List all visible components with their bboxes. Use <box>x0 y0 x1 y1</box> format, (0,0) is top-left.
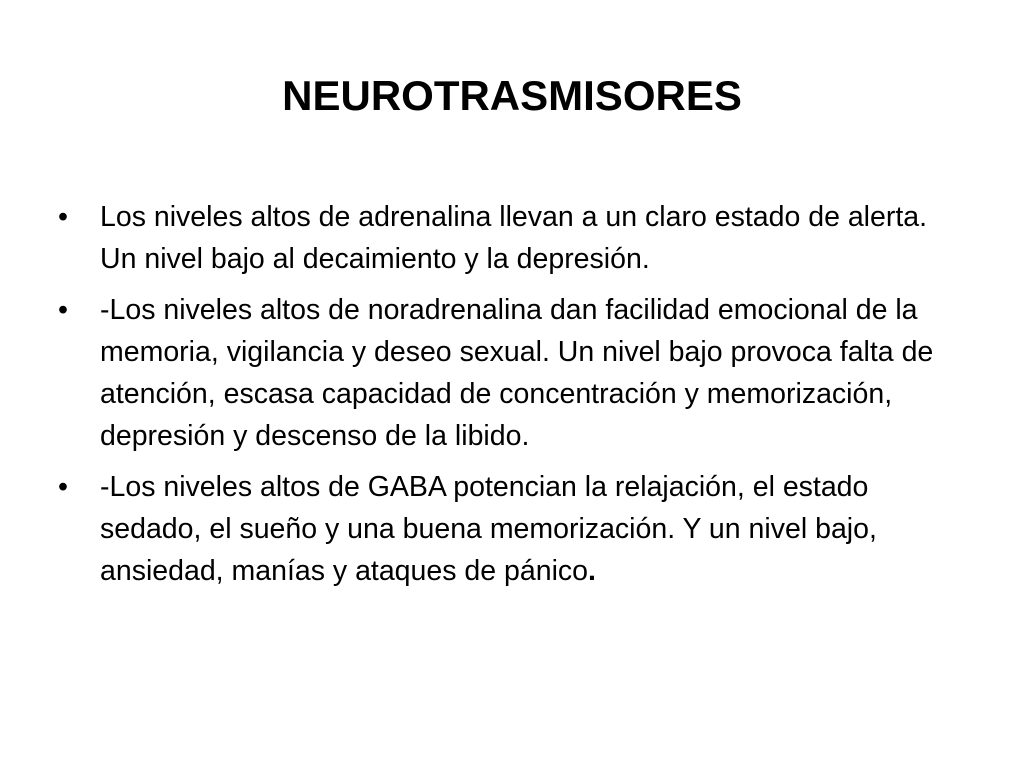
bullet-item-adrenalina <box>56 196 968 280</box>
bullet-icon: • <box>58 294 68 326</box>
bullet-text: -Los niveles altos de GABA potencian la relajación, el estado sedado, el sueño y una buena memorización. Y un nivel bajo, ansiedad, manías y ataques de pánico <box>100 471 877 587</box>
bullet-end-mark: . <box>588 555 596 587</box>
bullet-item-noradrenalina <box>56 289 968 457</box>
bullet-list <box>56 196 968 601</box>
bullet-text: Los niveles altos de adrenalina llevan a un claro estado de alerta. Un nivel bajo al decaimiento y la depresión. <box>100 201 928 275</box>
slide-title: NEUROTRASMISORES <box>282 72 742 119</box>
bullet-item-gaba <box>56 466 968 592</box>
bullet-icon: • <box>58 201 68 233</box>
bullet-icon: • <box>58 471 68 503</box>
bullet-text: -Los niveles altos de noradrenalina dan facilidad emocional de la memoria, vigilancia y deseo sexual. Un nivel bajo provoca falta de atención, escasa capacidad de concentración y memorización, depresión y descenso de la libido. <box>100 294 934 452</box>
